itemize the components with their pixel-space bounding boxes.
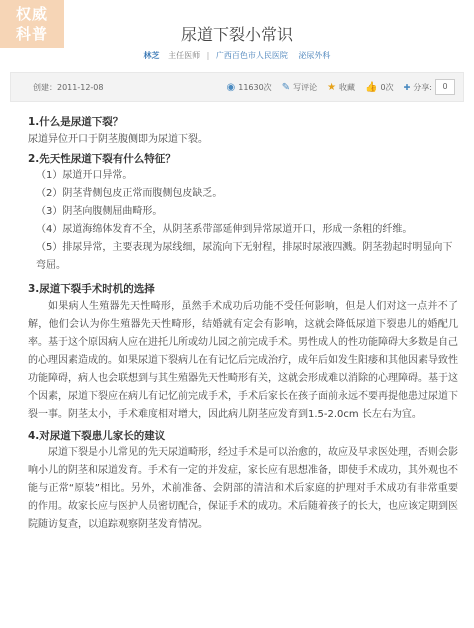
favorite-button[interactable]: ★ 收藏 (327, 81, 356, 93)
thumbs-up-icon: 👍 (365, 81, 378, 93)
share-button[interactable]: ✚ 分享: 0 (404, 79, 455, 95)
list-item: （5）排尿异常，主要表现为尿线细，尿流向下无射程，排尿时尿液四溅。阴茎勃起时明显向下弯屈。 (36, 242, 453, 272)
author-line (0, 50, 474, 61)
share-count: 0 (435, 79, 455, 95)
views-count: ◉ 11630次 (226, 81, 272, 93)
list-item: （1）尿道开口异常。 (36, 170, 133, 182)
badge-line-1: 权威 (15, 5, 48, 23)
like-button[interactable]: 👍 0次 (365, 81, 394, 93)
comment-button[interactable]: ✎ 写评论 (281, 81, 318, 93)
star-icon: ★ (327, 81, 337, 93)
section-3-title: 3.尿道下裂手术时机的选择 (28, 283, 155, 296)
comment-icon: ✎ (281, 81, 291, 93)
section-1-text: 尿道异位开口于阴茎腹侧即为尿道下裂。 (28, 134, 208, 146)
section-2-title: 2.先天性尿道下裂有什么特征？ (28, 152, 176, 165)
section-4-text: 尿道下裂是小儿常见的先天尿道畸形，经过手术是可以治愈的，故应及早求医处理，否则会影响小儿的阴茎和尿道发育。手术有一定的并发症，家长应有思想准备，即使手术成功，其外观也不能与正常“原装”相比。另外，术前准备、会阴部的清洁和术后家庭的护理对手术成功有非常重要的作用。故家长应与医护人员密切配合，保证手术的成功。术后随着孩子的长大，也应该定期到医院随访复查，以追踪观察阴茎发育情况。 (28, 447, 458, 531)
list-item: （2）阴茎背侧包皮正常而腹侧包皮缺乏。 (36, 188, 223, 200)
author-name[interactable]: 林芝 (143, 51, 160, 60)
hospital-link[interactable]: 广西百色市人民医院 (215, 51, 288, 60)
article-title: 尿道下裂小常识 (180, 25, 293, 44)
share-icon: ✚ (403, 82, 411, 92)
badge-line-2: 科普 (15, 25, 48, 43)
separator: | (206, 51, 210, 60)
meta-bar (10, 72, 464, 102)
eye-icon: ◉ (226, 81, 236, 93)
section-1-title: 1.什么是尿道下裂？ (28, 116, 124, 128)
list-item: （3）阴茎向腹侧屈曲畸形。 (36, 206, 163, 218)
article-body (28, 114, 458, 534)
section-4-title: 4.对尿道下裂患儿家长的建议 (28, 429, 166, 442)
author-title: 主任医师 (168, 51, 201, 60)
created-date: 创建：2011-12-08 (33, 82, 104, 92)
department-link[interactable]: 泌尿外科 (298, 51, 331, 60)
list-item: （4）尿道海绵体发育不全，从阴茎系带部延伸到异常尿道开口，形成一条粗的纤维。 (36, 224, 413, 236)
section-3-text: 如果病人生殖器先天性畸形，虽然手术成功后功能不受任何影响，但是人们对这一点并不了解，他们会认为你生殖器先天性畸形，结婚就有定会有影响，这就会降低尿道下裂患儿的婚配几率。基于这个原因病人应在进托儿所或幼儿园之前完成手术。男性成人的性功能障碍大多数是自己的心理因素造成的。如果尿道下裂病儿在有记忆后完成治疗，成年后如发生阳痿和其他因素导致性功能障碍，病人也会联想到与其生殖器先天性畸形有关，这就会形成难以消除的心理障碍。基于这个因素，尿道下裂应在病儿有记忆前完成手术，手术后家长在孩子面前永远不要再提他患过尿道下裂一事。阴茎太小，手术难度相对增大，因此病儿阴茎应发育到1.5-2.0cm 长左右为宜。 (28, 300, 458, 420)
